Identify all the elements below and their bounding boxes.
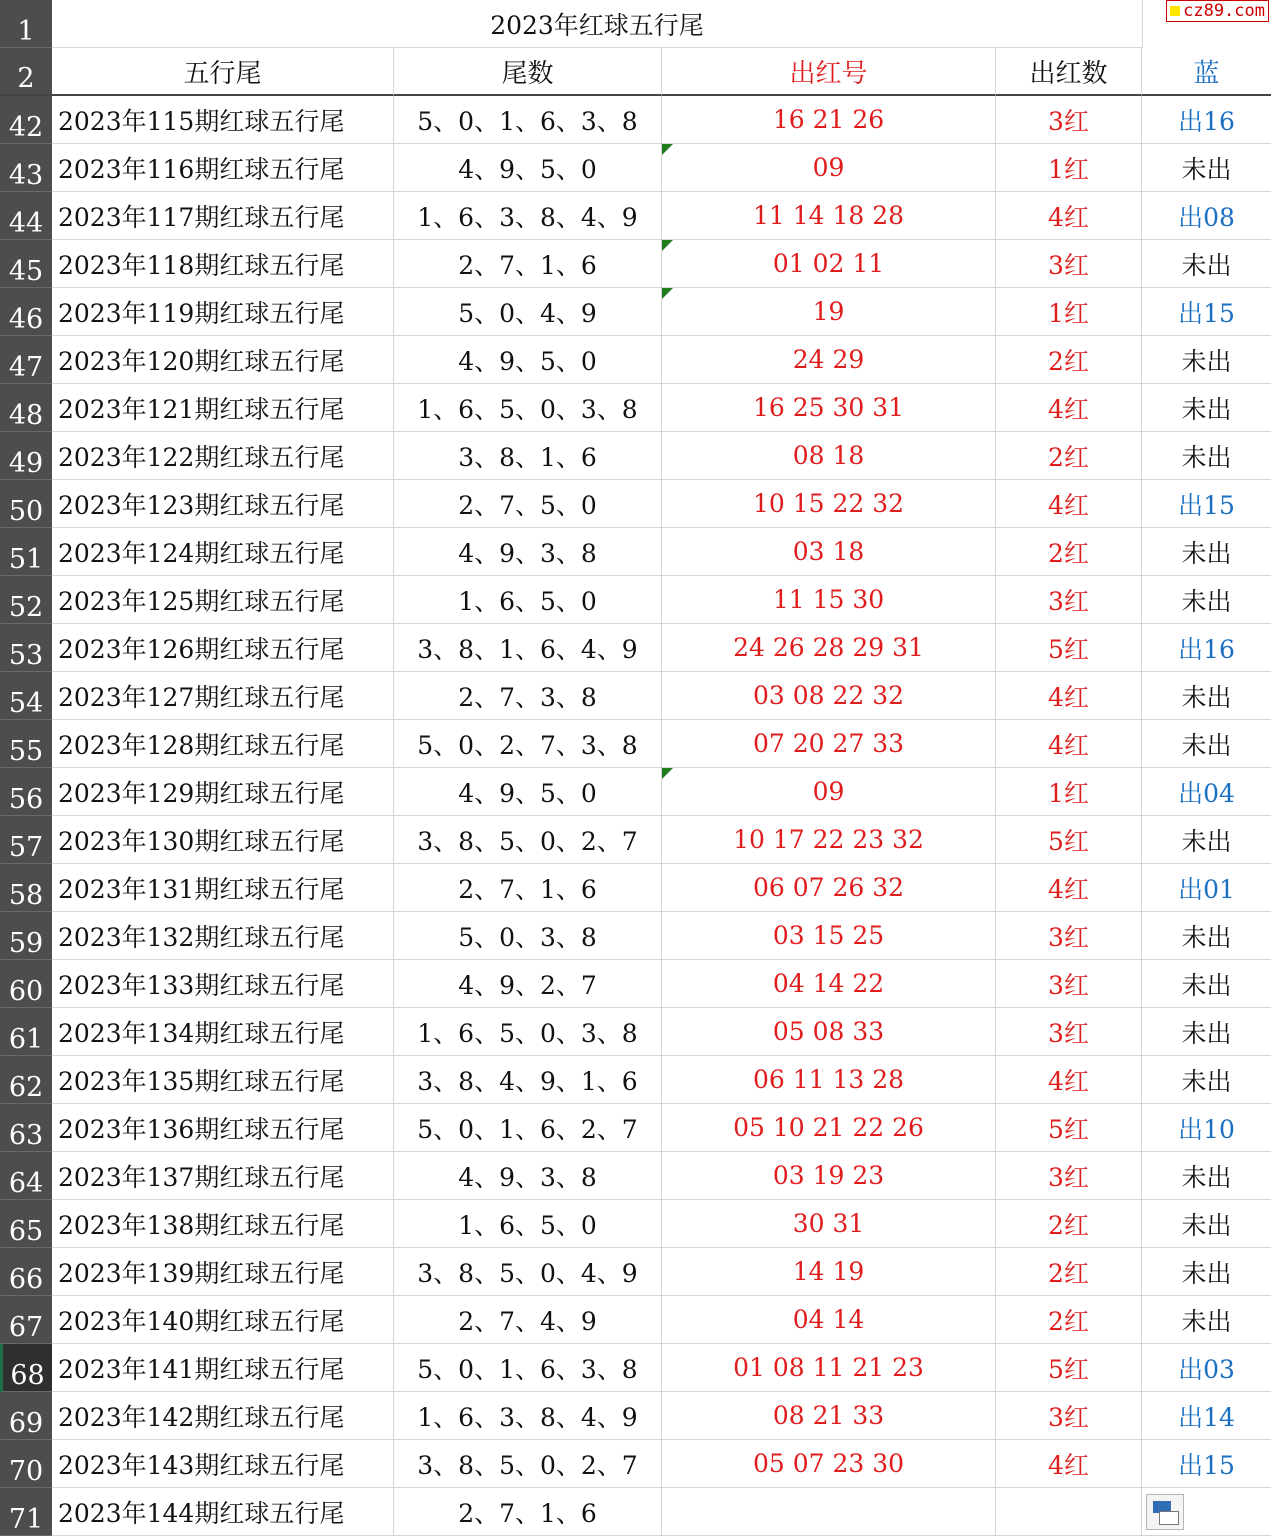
row-header[interactable]: 63: [0, 1104, 52, 1152]
period-cell[interactable]: 2023年137期红球五行尾: [52, 1152, 394, 1200]
row-header[interactable]: 48: [0, 384, 52, 432]
row-header[interactable]: 47: [0, 336, 52, 384]
tails-cell[interactable]: 3、8、4、9、1、6: [394, 1056, 662, 1104]
red-count-cell[interactable]: 3红: [996, 96, 1142, 144]
tails-cell[interactable]: 4、9、2、7: [394, 960, 662, 1008]
row-header[interactable]: 69: [0, 1392, 52, 1440]
red-count-cell[interactable]: 2红: [996, 528, 1142, 576]
red-numbers-cell[interactable]: 05 10 21 22 26: [662, 1104, 996, 1152]
table-row: [0, 1104, 1271, 1152]
red-count-cell[interactable]: 1红: [996, 288, 1142, 336]
period-cell[interactable]: 2023年129期红球五行尾: [52, 768, 394, 816]
blue-cell[interactable]: 出15: [1142, 480, 1271, 528]
table-row: [0, 960, 1271, 1008]
blue-cell[interactable]: 未出: [1142, 528, 1271, 576]
period-cell[interactable]: 2023年144期红球五行尾: [52, 1488, 394, 1536]
red-numbers-cell[interactable]: 24 29: [662, 336, 996, 384]
row-header[interactable]: 58: [0, 864, 52, 912]
period-cell[interactable]: 2023年118期红球五行尾: [52, 240, 394, 288]
red-numbers-cell[interactable]: 04 14 22: [662, 960, 996, 1008]
period-cell[interactable]: 2023年121期红球五行尾: [52, 384, 394, 432]
watermark-square-icon: [1170, 6, 1180, 16]
red-numbers-cell[interactable]: 05 08 33: [662, 1008, 996, 1056]
red-count-cell[interactable]: 4红: [996, 384, 1142, 432]
red-count-cell[interactable]: 2红: [996, 1296, 1142, 1344]
table-row: [0, 720, 1271, 768]
title-row: [0, 0, 1271, 48]
blue-cell[interactable]: 未出: [1142, 1008, 1271, 1056]
row-header[interactable]: 54: [0, 672, 52, 720]
red-numbers-cell[interactable]: 16 25 30 31: [662, 384, 996, 432]
row-header[interactable]: 52: [0, 576, 52, 624]
tails-cell[interactable]: 2、7、4、9: [394, 1296, 662, 1344]
red-numbers-cell[interactable]: 30 31: [662, 1200, 996, 1248]
table-row: [0, 1440, 1271, 1488]
blue-cell[interactable]: 出15: [1142, 1440, 1271, 1488]
red-count-cell[interactable]: 4红: [996, 672, 1142, 720]
header-chuhongshu[interactable]: 出红数: [996, 48, 1142, 96]
blue-cell[interactable]: 未出: [1142, 1056, 1271, 1104]
tails-cell[interactable]: 1、6、5、0、3、8: [394, 384, 662, 432]
table-row: [0, 1056, 1271, 1104]
row-header[interactable]: 66: [0, 1248, 52, 1296]
red-numbers-cell[interactable]: [662, 1488, 996, 1536]
period-cell[interactable]: 2023年138期红球五行尾: [52, 1200, 394, 1248]
tails-cell[interactable]: 3、8、5、0、2、7: [394, 1440, 662, 1488]
blue-cell[interactable]: 出16: [1142, 96, 1271, 144]
header-lan[interactable]: 蓝: [1142, 48, 1271, 96]
table-row: [0, 144, 1271, 192]
blue-cell[interactable]: 出03: [1142, 1344, 1271, 1392]
red-numbers-cell[interactable]: 10 15 22 32: [662, 480, 996, 528]
period-cell[interactable]: 2023年135期红球五行尾: [52, 1056, 394, 1104]
period-cell[interactable]: 2023年128期红球五行尾: [52, 720, 394, 768]
blue-cell[interactable]: 未出: [1142, 960, 1271, 1008]
period-cell[interactable]: 2023年117期红球五行尾: [52, 192, 394, 240]
comment-indicator-icon: [662, 144, 673, 155]
blue-cell[interactable]: 未出: [1142, 672, 1271, 720]
red-numbers-cell[interactable]: 09: [662, 768, 996, 816]
tails-cell[interactable]: 1、6、3、8、4、9: [394, 1392, 662, 1440]
red-count-cell[interactable]: 4红: [996, 864, 1142, 912]
tails-cell[interactable]: 2、7、1、6: [394, 240, 662, 288]
red-numbers-cell[interactable]: 07 20 27 33: [662, 720, 996, 768]
red-count-cell[interactable]: 2红: [996, 1200, 1142, 1248]
red-count-cell[interactable]: 2红: [996, 1248, 1142, 1296]
row-header[interactable]: 1: [0, 0, 52, 48]
tails-cell[interactable]: 4、9、5、0: [394, 144, 662, 192]
row-header[interactable]: 61: [0, 1008, 52, 1056]
table-row: [0, 480, 1271, 528]
comment-indicator-icon: [662, 288, 673, 299]
table-row: [0, 336, 1271, 384]
tails-cell[interactable]: 2、7、3、8: [394, 672, 662, 720]
red-numbers-cell[interactable]: 03 15 25: [662, 912, 996, 960]
row-header[interactable]: 50: [0, 480, 52, 528]
row-header[interactable]: 43: [0, 144, 52, 192]
red-count-cell[interactable]: 3红: [996, 1392, 1142, 1440]
tails-cell[interactable]: 3、8、5、0、4、9: [394, 1248, 662, 1296]
tails-cell[interactable]: 5、0、1、6、3、8: [394, 96, 662, 144]
red-numbers-cell[interactable]: 03 08 22 32: [662, 672, 996, 720]
red-numbers-cell[interactable]: 03 19 23: [662, 1152, 996, 1200]
red-count-cell[interactable]: 5红: [996, 1104, 1142, 1152]
red-numbers-cell[interactable]: 11 15 30: [662, 576, 996, 624]
blue-cell[interactable]: 未出: [1142, 1152, 1271, 1200]
red-numbers-cell[interactable]: 16 21 26: [662, 96, 996, 144]
table-row: [0, 288, 1271, 336]
row-header[interactable]: 2: [0, 48, 52, 96]
tails-cell[interactable]: 4、9、3、8: [394, 1152, 662, 1200]
header-weishu[interactable]: 尾数: [394, 48, 662, 96]
period-cell[interactable]: 2023年116期红球五行尾: [52, 144, 394, 192]
comment-indicator-icon: [662, 768, 673, 779]
tails-cell[interactable]: 5、0、1、6、3、8: [394, 1344, 662, 1392]
row-header[interactable]: 71: [0, 1488, 52, 1536]
period-cell[interactable]: 2023年132期红球五行尾: [52, 912, 394, 960]
table-row: [0, 672, 1271, 720]
red-numbers-cell[interactable]: 06 11 13 28: [662, 1056, 996, 1104]
tails-cell[interactable]: 3、8、1、6、4、9: [394, 624, 662, 672]
period-cell[interactable]: 2023年123期红球五行尾: [52, 480, 394, 528]
sheet-title[interactable]: 2023年红球五行尾: [52, 0, 1142, 48]
row-header[interactable]: 45: [0, 240, 52, 288]
table-row: [0, 624, 1271, 672]
blue-cell[interactable]: 出10: [1142, 1104, 1271, 1152]
table-row: [0, 96, 1271, 144]
table-row: [0, 1200, 1271, 1248]
period-cell[interactable]: 2023年131期红球五行尾: [52, 864, 394, 912]
tails-cell[interactable]: 4、9、5、0: [394, 768, 662, 816]
red-numbers-cell[interactable]: 01 08 11 21 23: [662, 1344, 996, 1392]
period-cell[interactable]: 2023年115期红球五行尾: [52, 96, 394, 144]
row-header[interactable]: 46: [0, 288, 52, 336]
red-count-cell[interactable]: 3红: [996, 960, 1142, 1008]
row-header[interactable]: 65: [0, 1200, 52, 1248]
period-cell[interactable]: 2023年143期红球五行尾: [52, 1440, 394, 1488]
tails-cell[interactable]: 3、8、5、0、2、7: [394, 816, 662, 864]
blue-cell[interactable]: 未出: [1142, 720, 1271, 768]
red-count-cell[interactable]: 2红: [996, 336, 1142, 384]
tails-cell[interactable]: 1、6、5、0: [394, 576, 662, 624]
table-row: [0, 576, 1271, 624]
table-row: [0, 1008, 1271, 1056]
tails-cell[interactable]: 4、9、3、8: [394, 528, 662, 576]
data-rows: [0, 96, 1271, 1536]
red-numbers-cell[interactable]: 19: [662, 288, 996, 336]
tails-cell[interactable]: 1、6、5、0、3、8: [394, 1008, 662, 1056]
period-cell[interactable]: 2023年127期红球五行尾: [52, 672, 394, 720]
row-header[interactable]: 51: [0, 528, 52, 576]
table-row: [0, 1392, 1271, 1440]
tails-cell[interactable]: 2、7、5、0: [394, 480, 662, 528]
blue-cell[interactable]: 出01: [1142, 864, 1271, 912]
row-header[interactable]: 42: [0, 96, 52, 144]
table-row: [0, 1488, 1271, 1536]
blue-cell[interactable]: 出15: [1142, 288, 1271, 336]
red-numbers-cell[interactable]: 09: [662, 144, 996, 192]
row-header[interactable]: 44: [0, 192, 52, 240]
red-numbers-cell[interactable]: 14 19: [662, 1248, 996, 1296]
tails-cell[interactable]: 1、6、3、8、4、9: [394, 192, 662, 240]
blue-cell[interactable]: 未出: [1142, 144, 1271, 192]
blue-cell[interactable]: 出16: [1142, 624, 1271, 672]
red-count-cell[interactable]: 3红: [996, 1152, 1142, 1200]
blue-cell[interactable]: 未出: [1142, 912, 1271, 960]
red-numbers-cell[interactable]: 10 17 22 23 32: [662, 816, 996, 864]
period-cell[interactable]: 2023年142期红球五行尾: [52, 1392, 394, 1440]
period-cell[interactable]: 2023年141期红球五行尾: [52, 1344, 394, 1392]
row-header[interactable]: 62: [0, 1056, 52, 1104]
tails-cell[interactable]: 5、0、1、6、2、7: [394, 1104, 662, 1152]
tails-cell[interactable]: 3、8、1、6: [394, 432, 662, 480]
blue-cell[interactable]: 未出: [1142, 1200, 1271, 1248]
title-cell-right[interactable]: [1142, 0, 1271, 48]
red-count-cell[interactable]: 3红: [996, 1008, 1142, 1056]
table-row: [0, 1296, 1271, 1344]
table-row: [0, 384, 1271, 432]
blue-cell[interactable]: 未出: [1142, 384, 1271, 432]
red-count-cell[interactable]: 2红: [996, 432, 1142, 480]
red-count-cell[interactable]: 1红: [996, 768, 1142, 816]
tails-cell[interactable]: 2、7、1、6: [394, 1488, 662, 1536]
tails-cell[interactable]: 5、0、2、7、3、8: [394, 720, 662, 768]
red-count-cell[interactable]: 4红: [996, 1440, 1142, 1488]
blue-cell[interactable]: 出14: [1142, 1392, 1271, 1440]
table-row: [0, 816, 1271, 864]
period-cell[interactable]: 2023年122期红球五行尾: [52, 432, 394, 480]
blue-cell[interactable]: 未出: [1142, 432, 1271, 480]
blue-cell[interactable]: 未出: [1142, 1248, 1271, 1296]
red-count-cell[interactable]: 4红: [996, 192, 1142, 240]
table-row: [0, 432, 1271, 480]
red-count-cell[interactable]: 4红: [996, 1056, 1142, 1104]
paste-options-icon[interactable]: [1146, 1494, 1184, 1530]
period-cell[interactable]: 2023年125期红球五行尾: [52, 576, 394, 624]
table-row: [0, 240, 1271, 288]
period-cell[interactable]: 2023年120期红球五行尾: [52, 336, 394, 384]
table-row: [0, 912, 1271, 960]
row-header[interactable]: 68: [0, 1344, 52, 1392]
period-cell[interactable]: 2023年134期红球五行尾: [52, 1008, 394, 1056]
red-numbers-cell[interactable]: 05 07 23 30: [662, 1440, 996, 1488]
row-header[interactable]: 59: [0, 912, 52, 960]
tails-cell[interactable]: 1、6、5、0: [394, 1200, 662, 1248]
blue-cell[interactable]: 未出: [1142, 240, 1271, 288]
row-header[interactable]: 64: [0, 1152, 52, 1200]
red-numbers-cell[interactable]: 04 14: [662, 1296, 996, 1344]
red-count-cell[interactable]: 3红: [996, 912, 1142, 960]
red-count-cell[interactable]: [996, 1488, 1142, 1536]
red-count-cell[interactable]: 3红: [996, 240, 1142, 288]
row-header[interactable]: 53: [0, 624, 52, 672]
row-header[interactable]: 55: [0, 720, 52, 768]
table-row: [0, 1248, 1271, 1296]
table-row: [0, 192, 1271, 240]
row-header[interactable]: 57: [0, 816, 52, 864]
tails-cell[interactable]: 2、7、1、6: [394, 864, 662, 912]
tails-cell[interactable]: 5、0、4、9: [394, 288, 662, 336]
period-cell[interactable]: 2023年124期红球五行尾: [52, 528, 394, 576]
red-count-cell[interactable]: 5红: [996, 816, 1142, 864]
red-count-cell[interactable]: 4红: [996, 480, 1142, 528]
red-count-cell[interactable]: 1红: [996, 144, 1142, 192]
table-row: [0, 1344, 1271, 1392]
period-cell[interactable]: 2023年130期红球五行尾: [52, 816, 394, 864]
table-row: [0, 1152, 1271, 1200]
blue-cell[interactable]: 出08: [1142, 192, 1271, 240]
row-header[interactable]: 56: [0, 768, 52, 816]
watermark: [1166, 0, 1269, 22]
row-header[interactable]: 67: [0, 1296, 52, 1344]
header-row: [0, 48, 1271, 96]
comment-indicator-icon: [662, 240, 673, 251]
table-row: [0, 528, 1271, 576]
red-count-cell[interactable]: 5红: [996, 624, 1142, 672]
row-header[interactable]: 60: [0, 960, 52, 1008]
blue-cell[interactable]: 未出: [1142, 1296, 1271, 1344]
red-numbers-cell[interactable]: 06 07 26 32: [662, 864, 996, 912]
red-count-cell[interactable]: 5红: [996, 1344, 1142, 1392]
header-chuhonghao[interactable]: 出红号: [662, 48, 996, 96]
table-row: [0, 768, 1271, 816]
tails-cell[interactable]: 4、9、5、0: [394, 336, 662, 384]
blue-cell[interactable]: 未出: [1142, 816, 1271, 864]
period-cell[interactable]: 2023年139期红球五行尾: [52, 1248, 394, 1296]
red-count-cell[interactable]: 4红: [996, 720, 1142, 768]
red-numbers-cell[interactable]: 11 14 18 28: [662, 192, 996, 240]
header-wuxingwei[interactable]: 五行尾: [52, 48, 394, 96]
red-numbers-cell[interactable]: 24 26 28 29 31: [662, 624, 996, 672]
red-numbers-cell[interactable]: 03 18: [662, 528, 996, 576]
tails-cell[interactable]: 5、0、3、8: [394, 912, 662, 960]
table-row: [0, 864, 1271, 912]
blue-cell[interactable]: 未出: [1142, 576, 1271, 624]
period-cell[interactable]: 2023年133期红球五行尾: [52, 960, 394, 1008]
period-cell[interactable]: 2023年119期红球五行尾: [52, 288, 394, 336]
red-count-cell[interactable]: 3红: [996, 576, 1142, 624]
blue-cell[interactable]: 出04: [1142, 768, 1271, 816]
blue-cell[interactable]: 未出: [1142, 336, 1271, 384]
red-numbers-cell[interactable]: 01 02 11: [662, 240, 996, 288]
period-cell[interactable]: 2023年126期红球五行尾: [52, 624, 394, 672]
period-cell[interactable]: 2023年136期红球五行尾: [52, 1104, 394, 1152]
period-cell[interactable]: 2023年140期红球五行尾: [52, 1296, 394, 1344]
row-header[interactable]: 49: [0, 432, 52, 480]
watermark-text: cz89.com: [1183, 1, 1265, 21]
red-numbers-cell[interactable]: 08 18: [662, 432, 996, 480]
red-numbers-cell[interactable]: 08 21 33: [662, 1392, 996, 1440]
row-header[interactable]: 70: [0, 1440, 52, 1488]
